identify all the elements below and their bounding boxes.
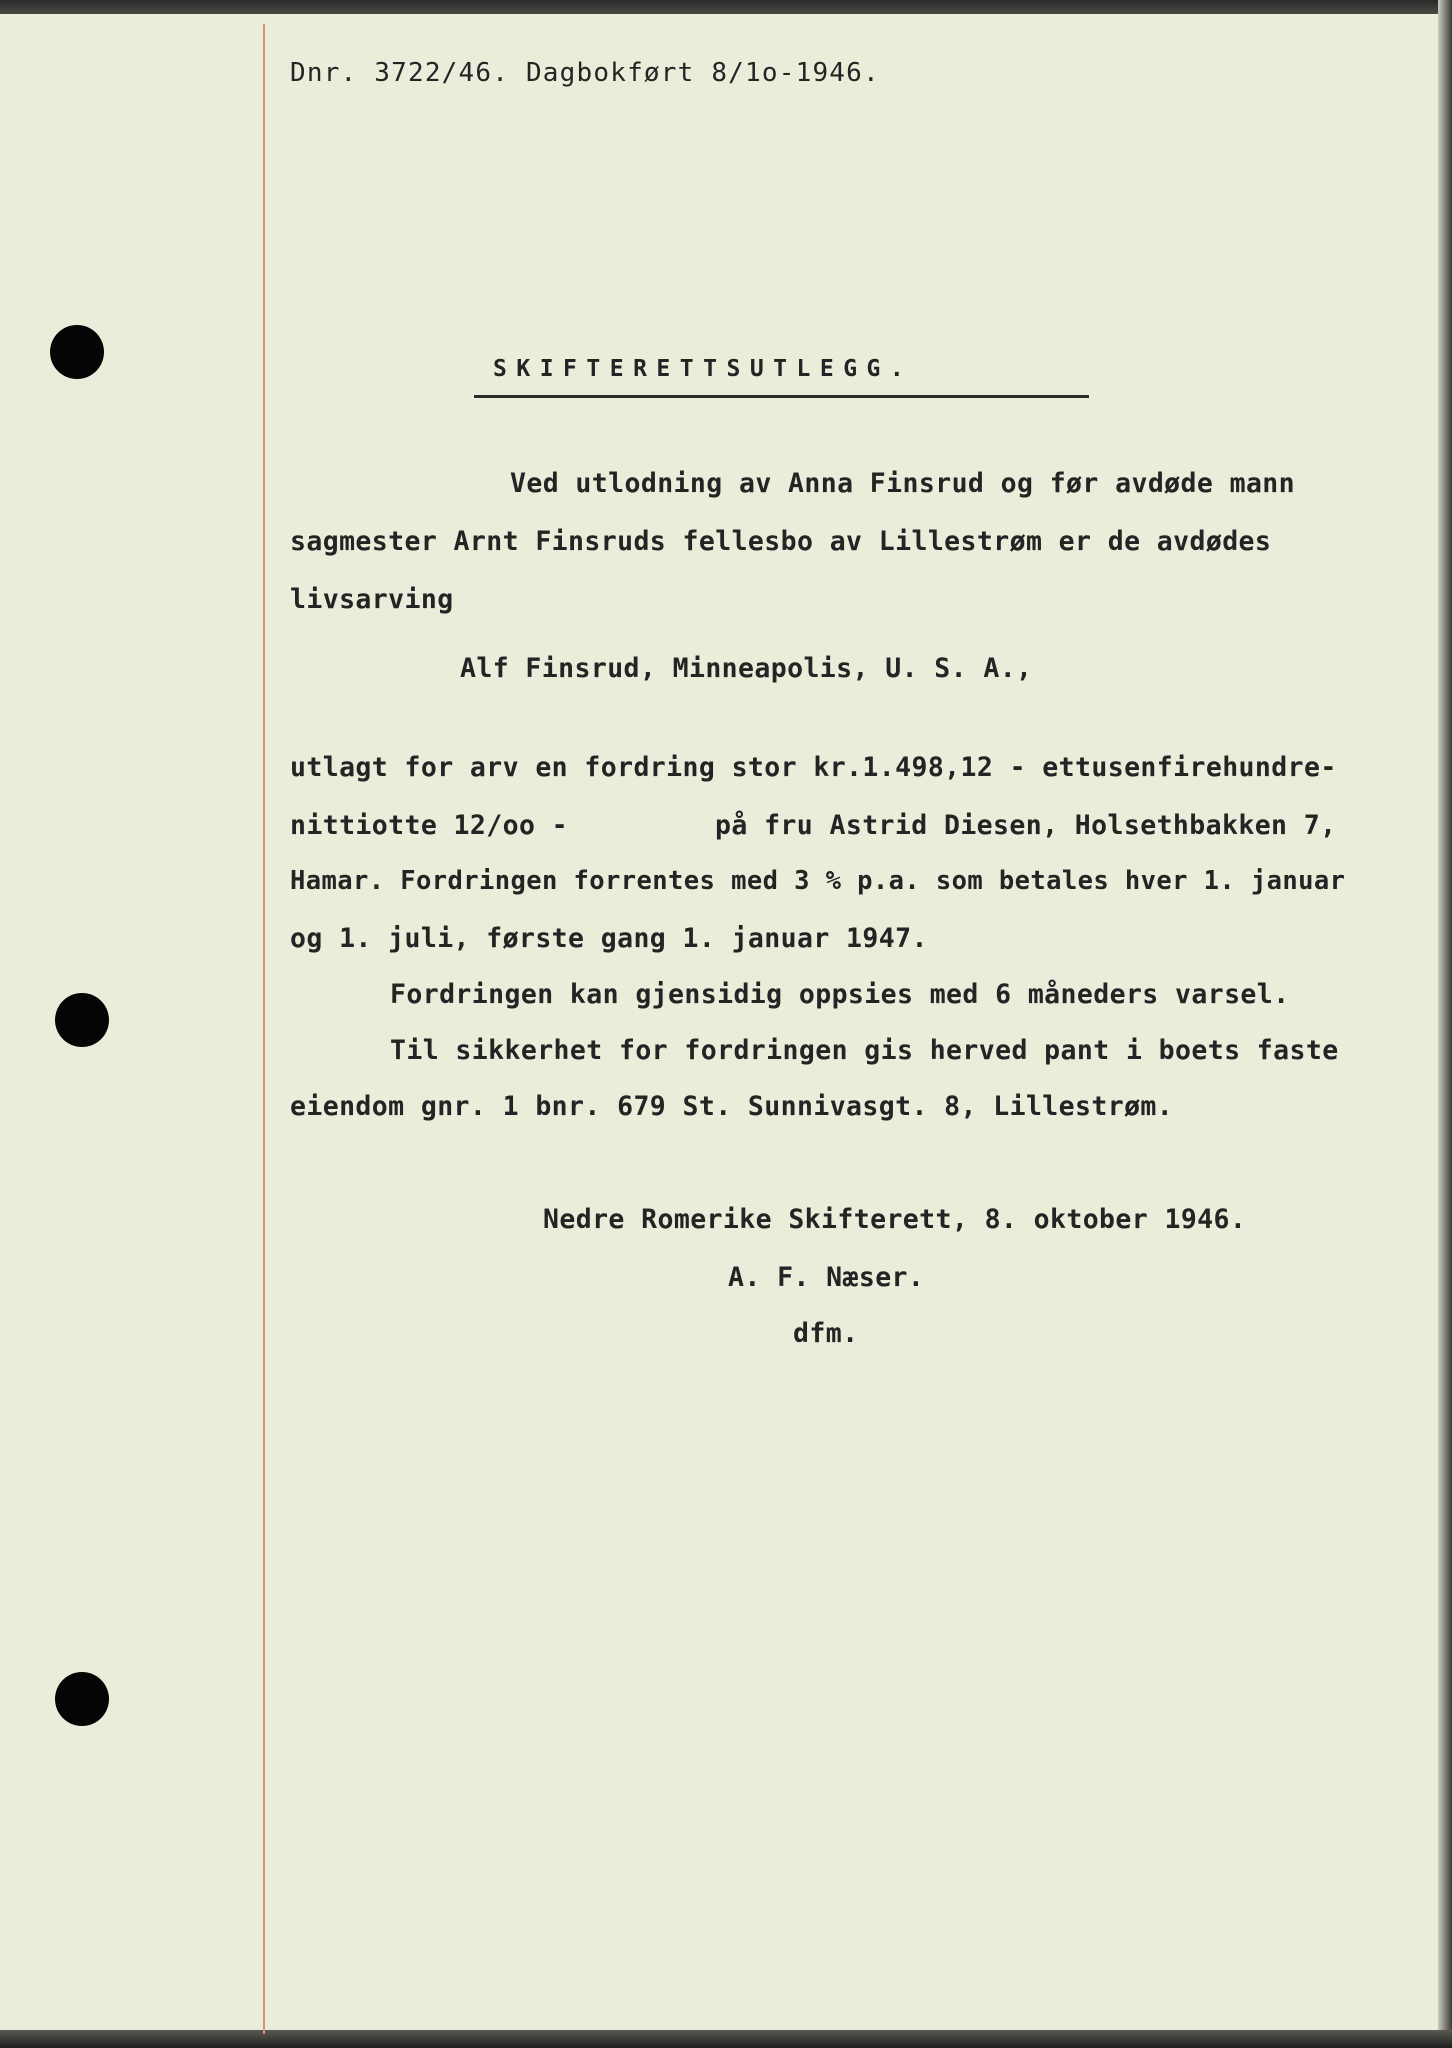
punch-hole [50,325,104,379]
body-line-5a: nittiotte 12/oo - [290,810,569,841]
punch-hole [55,993,109,1047]
punch-hole [55,1672,109,1726]
body-line-7: og 1. juli, første gang 1. januar 1947. [290,923,928,954]
body-line-5b: på fru Astrid Diesen, Holsethbakken 7, [715,810,1337,841]
body-line-1: Ved utlodning av Anna Finsrud og før avdøde mann [510,468,1296,499]
body-line-10: eiendom gnr. 1 bnr. 679 St. Sunnivasgt. 8, Lillestrøm. [290,1091,1174,1122]
body-line-6: Hamar. Fordringen forrentes med 3 % p.a. som betales hver 1. januar [290,866,1346,896]
body-line-8: Fordringen kan gjensidig oppsies med 6 måneders varsel. [390,979,1290,1010]
body-line-9: Til sikkerhet for fordringen gis herved pant i boets faste [390,1035,1339,1066]
title-underline [474,395,1089,398]
scan-edge-top [0,0,1452,14]
heir-line: Alf Finsrud, Minneapolis, U. S. A., [460,653,1033,684]
body-line-2: sagmester Arnt Finsruds fellesbo av Lillestrøm er de avdødes [290,526,1272,557]
body-line-4: utlagt for arv en fordring stor kr.1.498,12 - ettusenfirehundre- [290,752,1337,783]
signature-name: A. F. Næser. [728,1262,925,1293]
signature-title: dfm. [793,1318,859,1349]
scan-edge-right [1438,0,1452,2048]
body-line-3: livsarving [290,584,454,615]
scan-edge-bottom [0,2030,1452,2048]
document-title: SKIFTERETTSUTLEGG. [493,356,914,382]
document-number: Dnr. 3722/46. Dagbokført 8/1o-1946. [290,58,880,88]
margin-line [263,24,265,2034]
signature-place-date: Nedre Romerike Skifterett, 8. oktober 1946. [543,1204,1247,1235]
